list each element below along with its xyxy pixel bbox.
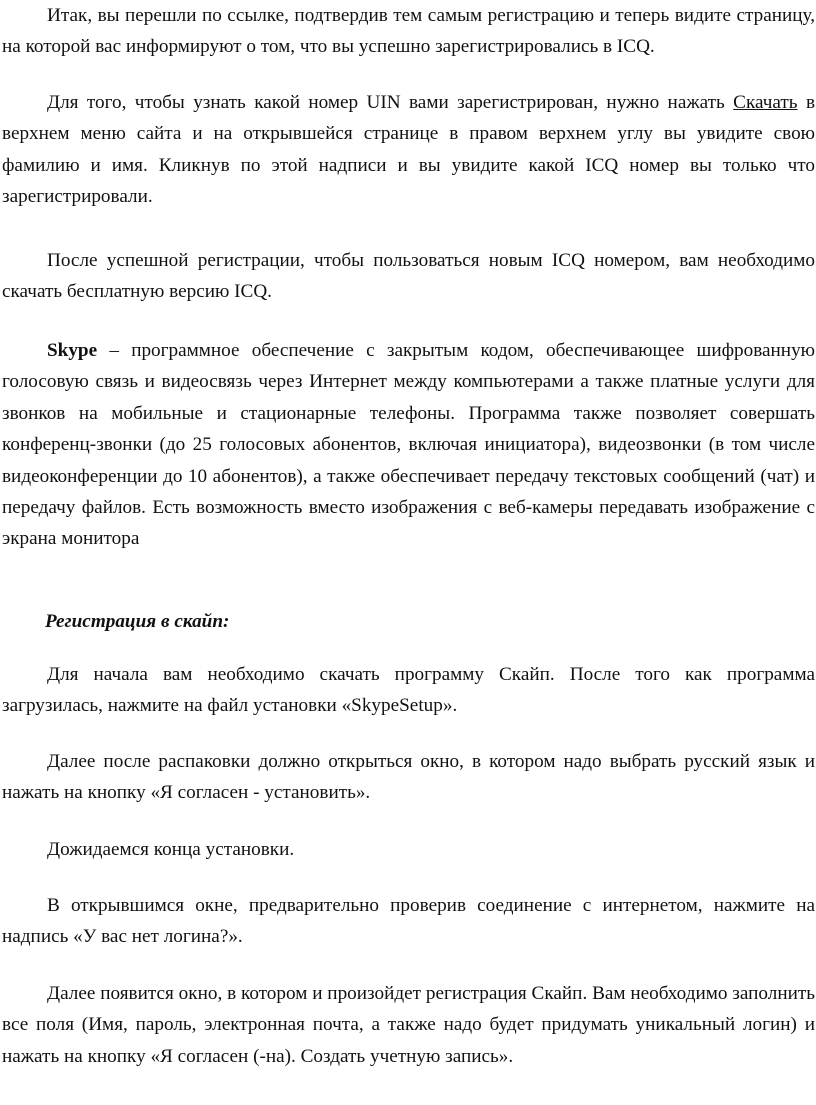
paragraph-registration-form: Далее появится окно, в котором и произойдет регистрация Скайп. Вам необходимо заполнить все поля (Имя, пароль, электронная почта, а также надо будет придумать уникальный логин) и нажать на кнопку «Я согласен (-на). Создать учетную запись». (2, 983, 815, 1067)
paragraph-uin-text-after: в верхнем меню сайта и на открывшейся странице в правом верхнем углу вы увидите свою фамилию и имя. Кликнув по этой надписи и вы увидите какой ICQ номер вы только что зарегистрировали. (2, 92, 816, 208)
skype-description-text: – программное обеспечение с закрытым кодом, обеспечивающее шифрованную голосовую связь и видеосвязь через Интернет между компьютерами а также платные услуги для звонков на мобильные и стационарные телефоны. Программа также позволяет совершать конференц-звонки (до 25 голосовых абонентов, включая инициатора), видеозвонки (в том числе видеоконференции до 10 абонентов), а также обеспечивает передачу текстовых сообщений (чат) и передачу файлов. Есть возможность вместо изображения с веб-камеры передавать изображение с экрана монитора (2, 340, 815, 550)
paragraph-uin-text-before: Для того, чтобы узнать какой номер UIN вами зарегистрирован, нужно нажать (47, 92, 734, 113)
paragraph-wait-install: Дожидаемся конца установки. (47, 839, 295, 860)
paragraph-download-skype: Для начала вам необходимо скачать программу Скайп. После того как программа загрузилась, нажмите на файл установки «SkypeSetup». (2, 664, 815, 717)
download-link[interactable]: Скачать (733, 92, 798, 113)
paragraph-uin-number (0, 87, 816, 213)
paragraph-skype-description (0, 335, 816, 555)
section-heading-skype-registration: Регистрация в скайп: (45, 611, 230, 632)
paragraph-no-login: В открывшимся окне, предварительно проверив соединение с интернетом, нажмите на надпись «У вас нет логина?». (2, 895, 815, 948)
paragraph-choose-language: Далее после распаковки должно открыться окно, в котором надо выбрать русский язык и нажать на кнопку «Я согласен - установить». (2, 751, 815, 804)
skype-term: Skype (47, 340, 98, 361)
paragraph-icq-confirmation: Итак, вы перешли по ссылке, подтвердив тем самым регистрацию и теперь видите страницу, на которой вас информируют о том, что вы успешно зарегистрировались в ICQ. (2, 5, 815, 58)
paragraph-icq-download: После успешной регистрации, чтобы пользоваться новым ICQ номером, вам необходимо скачать бесплатную версию ICQ. (2, 250, 815, 303)
